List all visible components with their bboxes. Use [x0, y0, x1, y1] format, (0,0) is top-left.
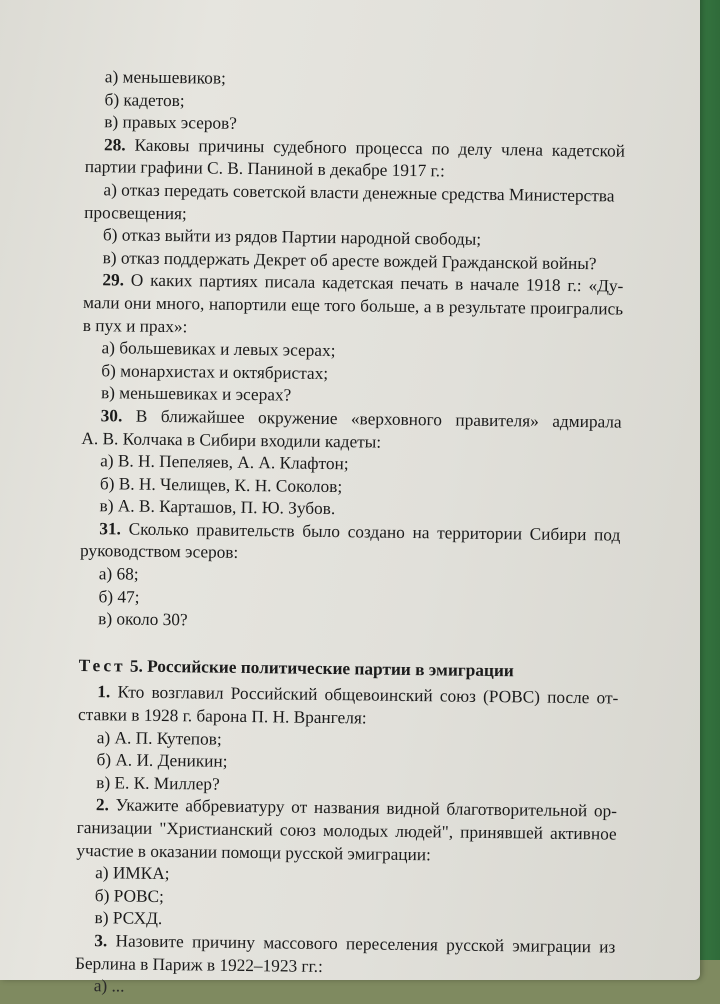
q28-option-a: а) отказ передать советской власти денежные средства Министерства: [103, 180, 615, 206]
t5q1-option-c: в) Е. К. Миллер?: [96, 772, 220, 794]
q28-line2: партии графини С. В. Паниной в декабре 1917 г.:: [84, 157, 445, 181]
q30-text: В ближайшее окружение «верховного правителя» адмирала: [135, 406, 622, 432]
t5q1-line2: ставки в 1928 г. барона П. Н. Врангеля:: [77, 704, 367, 728]
q31-number: 31.: [99, 519, 122, 539]
t5q1-option-a: а) А. П. Кутепов;: [96, 727, 222, 749]
q30-number: 30.: [100, 406, 123, 426]
q27-option-a: а) меньшевиков;: [104, 67, 226, 88]
q30-option-c: в) А. В. Карташов, П. Ю. Зубов.: [99, 496, 336, 519]
q31-line2: руководством эсеров:: [79, 541, 239, 563]
test5-title: 5. Российские политические партии в эмиграции: [129, 656, 514, 681]
q28-text: Каковы причины судебного процесса по делу члена кадетской: [134, 135, 626, 161]
t5q2-line3: участие в оказании помощи русской эмиграции:: [76, 840, 431, 864]
q29-line3: в пух и прах»:: [82, 315, 188, 336]
q31-text: Сколько правительств было создано на территории Сибири под: [128, 519, 621, 545]
t5q3-line2: Берлина в Париж в 1922–1923 гг.:: [74, 953, 323, 976]
t5q2-option-a: а) ИМКА;: [95, 863, 170, 884]
t5q1-number: 1.: [97, 682, 111, 702]
q27-option-b: б) кадетов;: [104, 89, 185, 110]
q31-option-a: а) 68;: [98, 564, 139, 584]
q31-option-c: в) около 30?: [98, 609, 188, 630]
t5q1-text: Кто возглавил Российский общевоинский союз (РОВС) после от-: [117, 682, 619, 708]
test5-label: Тест: [78, 655, 126, 676]
t5q3-number: 3.: [94, 931, 108, 951]
t5q1-option-b: б) А. И. Деникин;: [96, 750, 228, 771]
q29-number: 29.: [102, 270, 125, 290]
test5-heading: [79, 655, 619, 684]
t5q2-number: 2.: [95, 795, 110, 815]
q28-option-b: б) отказ выйти из рядов Партии народной свободы;: [102, 225, 482, 249]
q29-option-b: б) монархистах и октябристах;: [101, 360, 329, 383]
t5q2-text: Укажите аббревиатуру от названия видной благотворительной ор-: [115, 795, 618, 821]
q28-option-a-cont: просвещения;: [84, 202, 187, 223]
t5q2-option-b: б) РОВС;: [94, 885, 165, 906]
q29-text: О каких партиях писала кадетская печать в начале 1918 г.: «Ду-: [130, 270, 624, 296]
t5q2-option-c: в) РСХД.: [94, 908, 163, 929]
t5q3-cut-option: а) ...: [93, 976, 125, 996]
q28-option-c: в) отказ поддержать Декрет об аресте вождей Гражданской войны?: [102, 247, 597, 274]
q27-option-c: в) правых эсеров?: [104, 112, 238, 134]
t5q2-line2: ганизации "Христианский союз молодых людей", принявшей активное: [76, 817, 617, 844]
q29-option-c: в) меньшевиках и эсерах?: [100, 383, 292, 405]
q29-line2: мали они много, напортили еще того больше, а в результате проигрались: [82, 292, 624, 319]
q28-number: 28.: [103, 135, 126, 155]
page-text: [75, 66, 626, 1004]
q30-option-b: б) В. Н. Челищев, К. Н. Соколов;: [99, 473, 343, 496]
q31-option-b: б) 47;: [98, 586, 140, 607]
t5q3-text: Назовите причину массового переселения русской эмиграции из: [115, 931, 616, 957]
q30-option-a: а) В. Н. Пепеляев, А. А. Клафтон;: [100, 451, 349, 474]
q30-line2: А. В. Колчака в Сибири входили кадеты:: [81, 428, 382, 452]
q29-option-a: а) большевиках и левых эсерах;: [101, 338, 336, 361]
